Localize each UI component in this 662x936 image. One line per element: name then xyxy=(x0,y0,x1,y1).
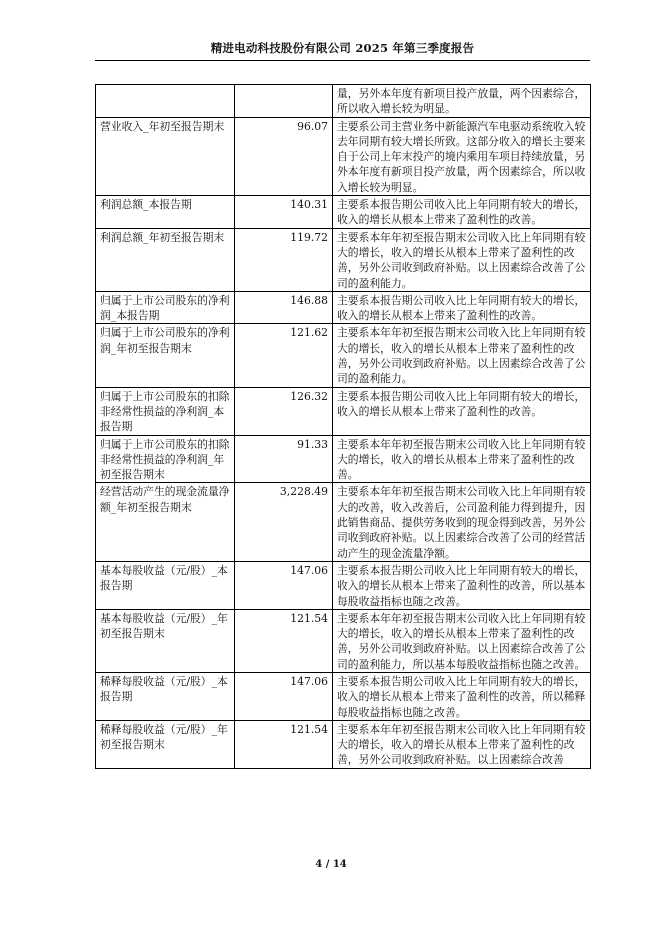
ratio-cell: 147.06 xyxy=(235,561,333,609)
item-cell: 归属于上市公司股东的净利润_本报告期 xyxy=(96,291,235,324)
reason-cell: 主要系本报告期公司收入比上年同期有较大的增长，收入的增长从根本上带来了盈利性的改善。 xyxy=(333,291,591,324)
table-row xyxy=(96,196,591,229)
table-row xyxy=(96,291,591,324)
ratio-cell: 119.72 xyxy=(235,228,333,291)
item-cell: 营业收入_年初至报告期末 xyxy=(96,117,235,195)
table-row xyxy=(96,609,591,672)
reason-cell: 主要系本年年初至报告期末公司收入比上年同期有较大的改善，收入改善后，公司盈利能力得到提升，因此销售商品、提供劳务收到的现金得到改善，另外公司收到政府补贴。以上因素综合改善了公司的经营活动产生的现金流量净额。 xyxy=(333,483,591,561)
table-row xyxy=(96,228,591,291)
ratio-cell xyxy=(235,85,333,118)
reason-cell: 主要系本年年初至报告期末公司收入比上年同期有较大的增长，收入的增长从根本上带来了盈利性的改善，另外公司收到政府补贴。以上因素综合改善 xyxy=(333,720,591,768)
table-row xyxy=(96,720,591,768)
ratio-cell: 140.31 xyxy=(235,196,333,229)
item-cell: 基本每股收益（元/股）_本报告期 xyxy=(96,561,235,609)
ratio-cell: 146.88 xyxy=(235,291,333,324)
page-header: 精进电动科技股份有限公司 2025 年第三季度报告 xyxy=(95,40,590,61)
ratio-cell: 91.33 xyxy=(235,435,333,483)
table-row xyxy=(96,85,591,118)
reason-cell: 主要系本年年初至报告期末公司收入比上年同期有较大的增长，收入的增长从根本上带来了盈利性的改善，另外公司收到政府补贴。以上因素综合改善了公司的盈利能力。 xyxy=(333,324,591,387)
table-row xyxy=(96,672,591,720)
item-cell: 基本每股收益（元/股）_年初至报告期末 xyxy=(96,609,235,672)
ratio-cell: 126.32 xyxy=(235,387,333,435)
ratio-cell: 147.06 xyxy=(235,672,333,720)
reason-cell: 主要系本报告期公司收入比上年同期有较大的增长，收入的增长从根本上带来了盈利性的改善。 xyxy=(333,196,591,229)
item-cell: 归属于上市公司股东的扣除非经常性损益的净利润_年初至报告期末 xyxy=(96,435,235,483)
table-row xyxy=(96,561,591,609)
item-cell: 利润总额_本报告期 xyxy=(96,196,235,229)
item-cell xyxy=(96,85,235,118)
ratio-cell: 121.54 xyxy=(235,609,333,672)
table-row xyxy=(96,324,591,387)
table-row xyxy=(96,435,591,483)
reason-cell: 主要系本报告期公司收入比上年同期有较大的增长，收入的增长从根本上带来了盈利性的改善，所以稀释每股收益指标也随之改善。 xyxy=(333,672,591,720)
change-reasons-table xyxy=(95,84,591,769)
table-row xyxy=(96,117,591,195)
reason-cell: 主要系本报告期公司收入比上年同期有较大的增长，收入的增长从根本上带来了盈利性的改善。 xyxy=(333,387,591,435)
ratio-cell: 121.62 xyxy=(235,324,333,387)
item-cell: 经营活动产生的现金流量净额_年初至报告期末 xyxy=(96,483,235,561)
item-cell: 归属于上市公司股东的净利润_年初至报告期末 xyxy=(96,324,235,387)
item-cell: 利润总额_年初至报告期末 xyxy=(96,228,235,291)
reason-cell: 主要系公司主营业务中新能源汽车电驱动系统收入较去年同期有较大增长所致。这部分收入的增长主要来自于公司上年末投产的境内乘用车项目持续放量，另外本年度有新项目投产放量，两个因素综合，所以收入增长较为明显。 xyxy=(333,117,591,195)
reason-cell: 主要系本年年初至报告期末公司收入比上年同期有较大的增长，收入的增长从根本上带来了盈利性的改善。 xyxy=(333,435,591,483)
item-cell: 归属于上市公司股东的扣除非经常性损益的净利润_本报告期 xyxy=(96,387,235,435)
reason-cell: 主要系本报告期公司收入比上年同期有较大的增长，收入的增长从根本上带来了盈利性的改善，所以基本每股收益指标也随之改善。 xyxy=(333,561,591,609)
ratio-cell: 3,228.49 xyxy=(235,483,333,561)
ratio-cell: 96.07 xyxy=(235,117,333,195)
item-cell: 稀释每股收益（元/股）_年初至报告期末 xyxy=(96,720,235,768)
page-number: 4 / 14 xyxy=(315,859,347,870)
reason-cell: 主要系本年年初至报告期末公司收入比上年同期有较大的增长，收入的增长从根本上带来了盈利性的改善，另外公司收到政府补贴。以上因素综合改善了公司的盈利能力。 xyxy=(333,228,591,291)
reason-cell: 量，另外本年度有新项目投产放量，两个因素综合，所以收入增长较为明显。 xyxy=(333,85,591,118)
reason-cell: 主要系本年年初至报告期末公司收入比上年同期有较大的增长，收入的增长从根本上带来了盈利性的改善，另外公司收到政府补贴。以上因素综合改善了公司的盈利能力，所以基本每股收益指标也随之改善。 xyxy=(333,609,591,672)
item-cell: 稀释每股收益（元/股）_本报告期 xyxy=(96,672,235,720)
ratio-cell: 121.54 xyxy=(235,720,333,768)
table-row xyxy=(96,483,591,561)
table-row xyxy=(96,387,591,435)
